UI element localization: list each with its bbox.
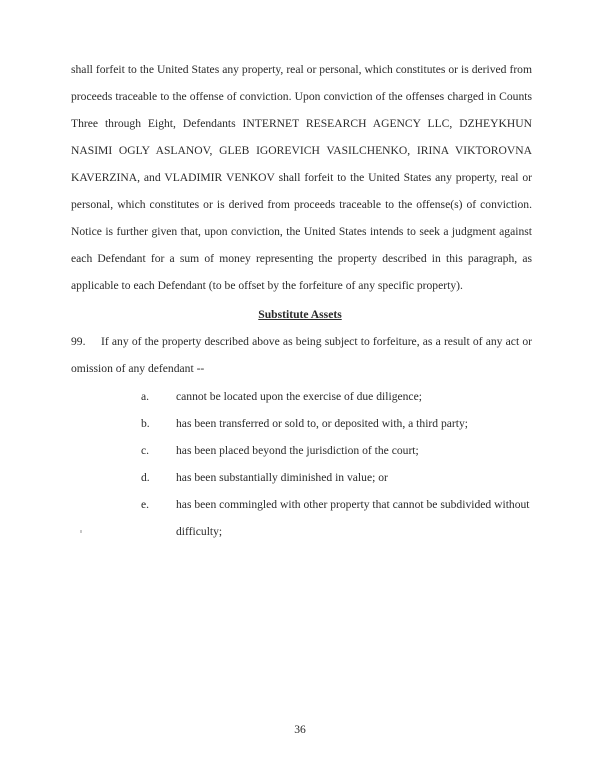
body-text-line: Three through Eight, Defendants INTERNET RESEARCH AGENCY LLC, DZHEYKHUN: [71, 117, 532, 130]
list-item-letter: a.: [141, 390, 150, 403]
section-heading: Substitute Assets: [258, 308, 342, 321]
body-text-line: NASIMI OGLY ASLANOV, GLEB IGOREVICH VASILCHENKO, IRINA VIKTOROVNA: [71, 144, 532, 157]
body-text-line: applicable to each Defendant (to be offset by the forfeiture of any specific property).: [71, 279, 463, 292]
body-text-line: personal, which constitutes or is derived from proceeds traceable to the offense(s) of conviction.: [71, 198, 532, 211]
list-item-letter: c.: [141, 444, 150, 457]
paragraph-number: 99.: [71, 335, 86, 348]
list-item-continuation: difficulty;: [176, 525, 223, 538]
body-text-line: each Defendant for a sum of money representing the property described in this paragraph, as: [71, 252, 532, 265]
list-item-text: has been transferred or sold to, or deposited with, a third party;: [176, 417, 469, 430]
page-number: 36: [294, 723, 306, 736]
list-item-letter: d.: [141, 471, 150, 484]
list-item-letter: e.: [141, 498, 150, 511]
body-text-line: shall forfeit to the United States any property, real or personal, which constitutes or is derived from: [71, 63, 532, 76]
body-text-line: proceeds traceable to the offense of conviction. Upon conviction of the offenses charged in Counts: [71, 90, 532, 103]
scan-speck: [80, 530, 82, 533]
paragraph-first-line: If any of the property described above as being subject to forfeiture, as a result of any act or: [101, 335, 532, 348]
list-item-text: has been commingled with other property that cannot be subdivided without: [176, 498, 530, 511]
list-item-text: cannot be located upon the exercise of due diligence;: [176, 390, 422, 403]
list-item-letter: b.: [141, 417, 150, 430]
body-text-line: KAVERZINA, and VLADIMIR VENKOV shall forfeit to the United States any property, real or: [71, 171, 532, 184]
list-item-text: has been placed beyond the jurisdiction of the court;: [176, 444, 419, 457]
paragraph-second-line: omission of any defendant --: [71, 362, 205, 375]
list-item-text: has been substantially diminished in value; or: [176, 471, 388, 484]
body-text-line: Notice is further given that, upon conviction, the United States intends to seek a judgment against: [71, 225, 532, 238]
